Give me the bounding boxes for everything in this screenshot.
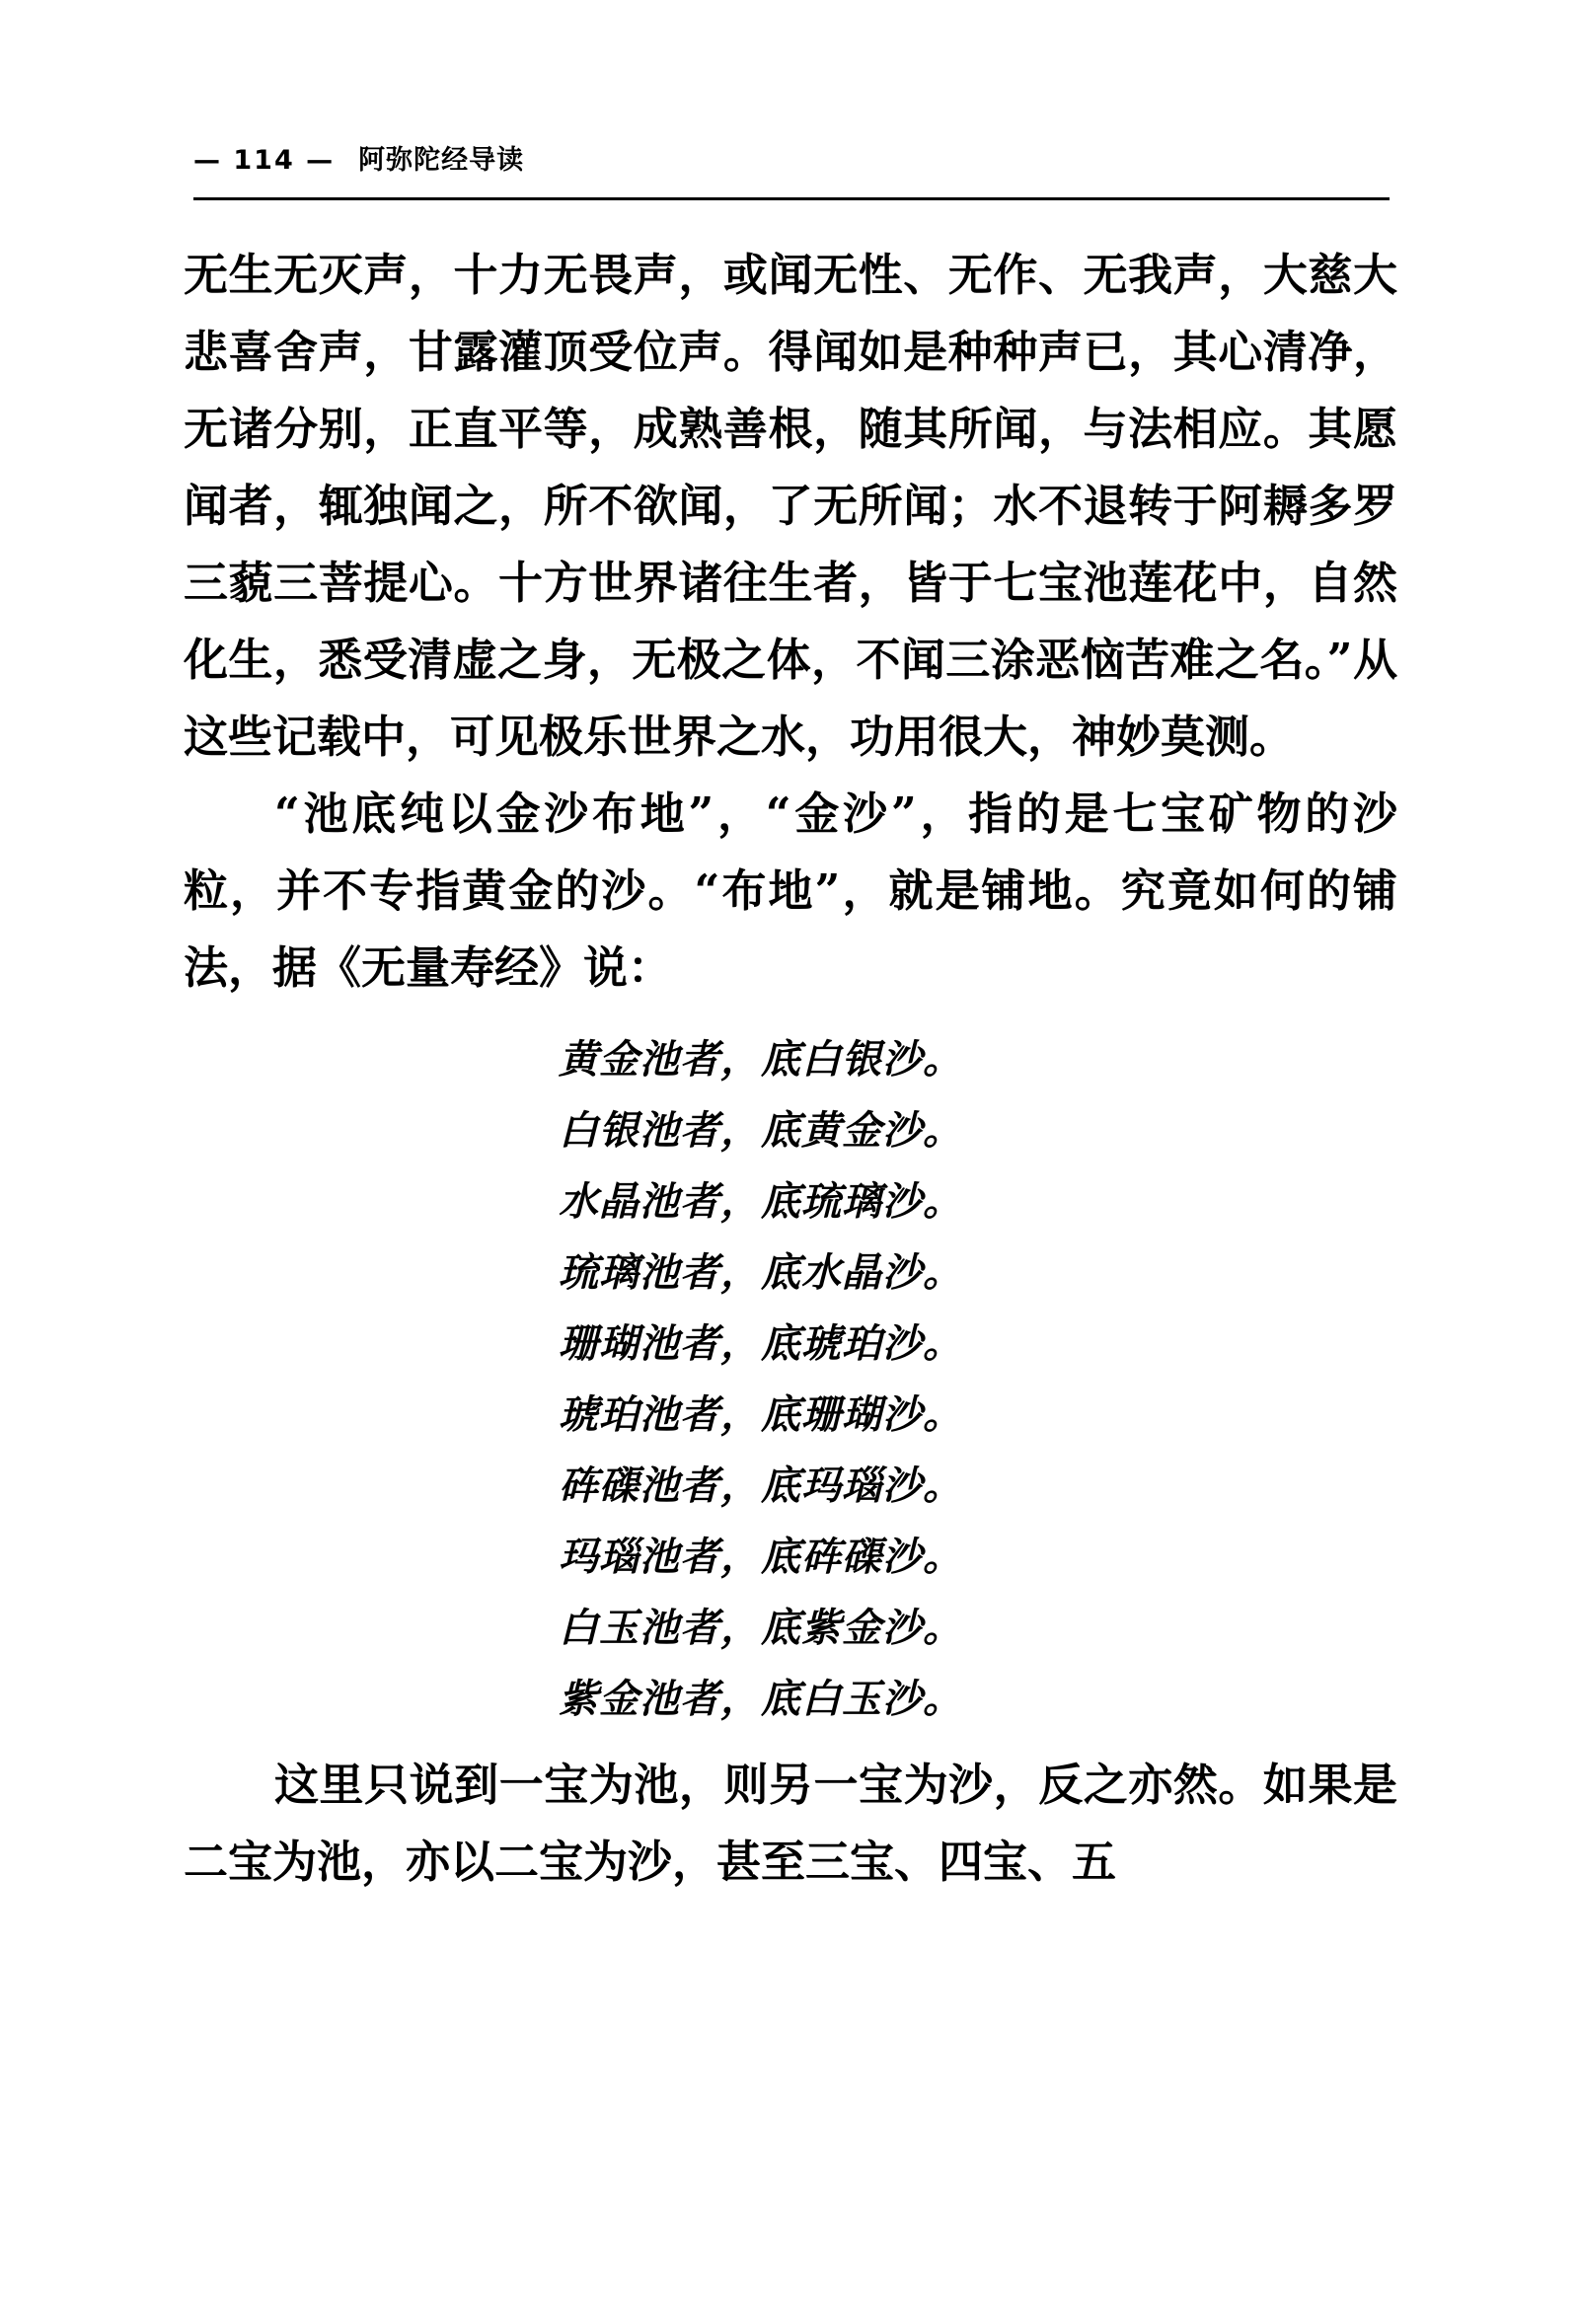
paragraph: “池底纯以金沙布地”，“金沙”，指的是七宝矿物的沙粒，并不专指黄金的沙。“布地”，就是铺地。究竟如何的铺法，据《无量寿经》说： xyxy=(184,787,1397,994)
verse-line: 白银池者，底黄金沙。 xyxy=(559,1107,963,1154)
book-title: 阿弥陀经导读 xyxy=(358,145,525,176)
verse-line: 水晶池者，底琉璃沙。 xyxy=(559,1178,963,1225)
verse-line: 琥珀池者，底珊瑚沙。 xyxy=(559,1391,963,1438)
verse-line: 黄金池者，底白银沙。 xyxy=(559,1036,963,1083)
verse-line: 琉璃池者，底水晶沙。 xyxy=(559,1249,963,1296)
body-text xyxy=(184,237,1397,1901)
page-header xyxy=(193,138,1388,177)
verse-line: 紫金池者，底白玉沙。 xyxy=(559,1676,963,1722)
verse-line: 珊瑚池者，底琥珀沙。 xyxy=(559,1320,963,1367)
verse-line: 砗磲池者，底玛瑙沙。 xyxy=(559,1462,963,1509)
paragraph: 这里只说到一宝为池，则另一宝为沙，反之亦然。如果是二宝为池，亦以二宝为沙，甚至三宝、四宝、五 xyxy=(184,1759,1397,1888)
header-divider xyxy=(193,197,1390,200)
verse-line: 玛瑙池者，底砗磲沙。 xyxy=(559,1534,963,1580)
verse-line: 白玉池者，底紫金沙。 xyxy=(559,1605,963,1651)
sutra-quote-block xyxy=(184,1024,1397,1735)
paragraph: 无生无灭声，十力无畏声，或闻无性、无作、无我声，大慈大悲喜舍声，甘露灌顶受位声。得闻如是种种声已，其心清净，无诸分别，正直平等，成熟善根，随其所闻，与法相应。其愿闻者，辄独闻之，所不欲闻，了无所闻；水不退转于阿耨多罗三藐三菩提心。十方世界诸往生者，皆于七宝池莲花中，自然化生，悉受清虚之身，无极之体，不闻三涂恶恼苦难之名。”从这些记载中，可见极乐世界之水，功用很大，神妙莫测。 xyxy=(184,249,1397,763)
page-number: — 114 — xyxy=(193,145,336,176)
